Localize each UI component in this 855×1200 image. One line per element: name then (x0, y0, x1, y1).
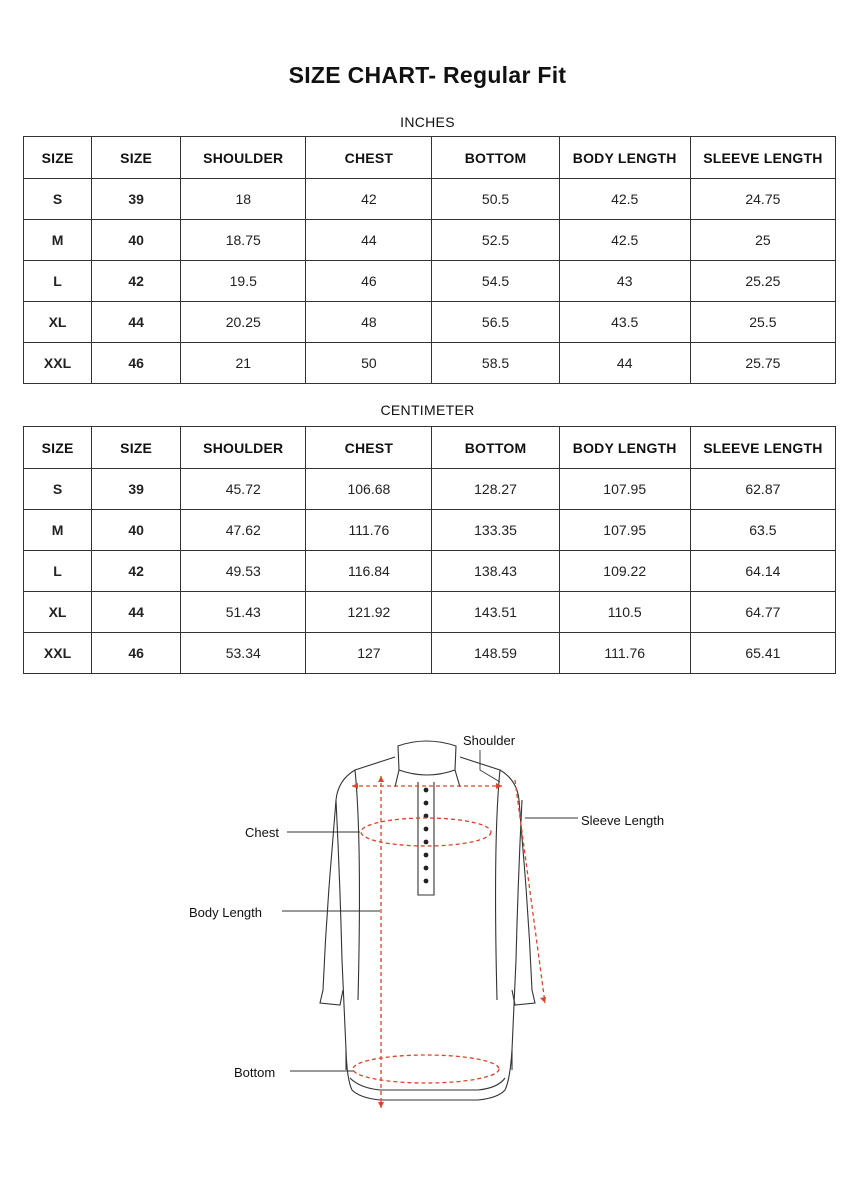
table-cell: 56.5 (432, 302, 559, 343)
inches-header-cell: BOTTOM (432, 137, 559, 179)
table-cell: 46 (306, 261, 432, 302)
table-cell: 19.5 (181, 261, 306, 302)
table-cell: 43 (559, 261, 690, 302)
table-row (24, 302, 836, 343)
table-cell: 46 (92, 633, 181, 674)
table-cell: S (24, 179, 92, 220)
table-row (24, 510, 836, 551)
table-cell: 18 (181, 179, 306, 220)
table-row (24, 343, 836, 384)
page-title: SIZE CHART- Regular Fit (288, 62, 567, 88)
table-cell: 48 (306, 302, 432, 343)
table-row (24, 220, 836, 261)
kurta-outline (320, 741, 535, 1100)
table-cell: 133.35 (432, 510, 559, 551)
table-cell: 46 (92, 343, 181, 384)
table-cell: 58.5 (432, 343, 559, 384)
inches-label: INCHES (400, 114, 455, 130)
table-cell: 45.72 (181, 469, 306, 510)
table-cell: 44 (306, 220, 432, 261)
table-cell: 39 (92, 179, 181, 220)
table-row (24, 592, 836, 633)
table-cell: 64.14 (690, 551, 835, 592)
table-cell: 109.22 (559, 551, 690, 592)
table-cell: 40 (92, 220, 181, 261)
bottom-label: Bottom (234, 1065, 276, 1080)
table-cell: 47.62 (181, 510, 306, 551)
inches-header (24, 137, 836, 179)
table-cell: XL (24, 302, 92, 343)
table-cell: 148.59 (432, 633, 559, 674)
table-cell: 25.75 (690, 343, 835, 384)
table-cell: 44 (92, 302, 181, 343)
table-cell: 63.5 (690, 510, 835, 551)
table-cell: 42 (92, 551, 181, 592)
table-cell: 65.41 (690, 633, 835, 674)
table-row (24, 261, 836, 302)
inches-header-cell: SLEEVE LENGTH (690, 137, 835, 179)
table-cell: 52.5 (432, 220, 559, 261)
table-cell: M (24, 510, 92, 551)
table-cell: 111.76 (306, 510, 432, 551)
table-cell: 111.76 (559, 633, 690, 674)
table-row (24, 179, 836, 220)
table-cell: XXL (24, 343, 92, 384)
table-row (24, 469, 836, 510)
table-cell: 24.75 (690, 179, 835, 220)
inches-header-cell: CHEST (306, 137, 432, 179)
table-cell: 40 (92, 510, 181, 551)
inches-table (23, 136, 836, 384)
inches-header-cell: SIZE (92, 137, 181, 179)
table-cell: 143.51 (432, 592, 559, 633)
centimeter-header-cell: BOTTOM (432, 427, 559, 469)
table-cell: 50.5 (432, 179, 559, 220)
table-cell: L (24, 261, 92, 302)
centimeter-header-cell: SLEEVE LENGTH (690, 427, 835, 469)
table-cell: 25.25 (690, 261, 835, 302)
table-cell: 44 (92, 592, 181, 633)
table-cell: 110.5 (559, 592, 690, 633)
table-cell: 44 (559, 343, 690, 384)
inches-header-cell: BODY LENGTH (559, 137, 690, 179)
table-cell: 39 (92, 469, 181, 510)
table-cell: 21 (181, 343, 306, 384)
table-row (24, 551, 836, 592)
table-cell: 106.68 (306, 469, 432, 510)
table-cell: 20.25 (181, 302, 306, 343)
table-cell: 42 (306, 179, 432, 220)
table-cell: 25 (690, 220, 835, 261)
table-cell: 116.84 (306, 551, 432, 592)
table-cell: 18.75 (181, 220, 306, 261)
centimeter-header-cell: BODY LENGTH (559, 427, 690, 469)
placket-buttons (424, 788, 429, 884)
table-cell: 128.27 (432, 469, 559, 510)
centimeter-header-cell: CHEST (306, 427, 432, 469)
table-cell: 62.87 (690, 469, 835, 510)
table-cell: L (24, 551, 92, 592)
table-cell: 51.43 (181, 592, 306, 633)
table-cell: 42.5 (559, 179, 690, 220)
sleeve-length-label: Sleeve Length (581, 813, 665, 828)
table-row (24, 633, 836, 674)
table-cell: 53.34 (181, 633, 306, 674)
inches-header-cell: SIZE (24, 137, 92, 179)
table-cell: 138.43 (432, 551, 559, 592)
table-cell: 42.5 (559, 220, 690, 261)
table-cell: 50 (306, 343, 432, 384)
table-cell: 25.5 (690, 302, 835, 343)
table-cell: 127 (306, 633, 432, 674)
centimeter-table (23, 426, 836, 674)
table-cell: 54.5 (432, 261, 559, 302)
table-cell: 42 (92, 261, 181, 302)
table-cell: 121.92 (306, 592, 432, 633)
table-cell: S (24, 469, 92, 510)
centimeter-header (24, 427, 836, 469)
shoulder-label: Shoulder (463, 733, 516, 748)
table-cell: 64.77 (690, 592, 835, 633)
body-length-label: Body Length (189, 905, 263, 920)
table-cell: 107.95 (559, 510, 690, 551)
centimeter-label: CENTIMETER (380, 402, 475, 418)
table-cell: 43.5 (559, 302, 690, 343)
chest-label: Chest (245, 825, 279, 840)
table-cell: 49.53 (181, 551, 306, 592)
table-cell: 107.95 (559, 469, 690, 510)
table-cell: XL (24, 592, 92, 633)
centimeter-body (24, 469, 836, 674)
table-cell: XXL (24, 633, 92, 674)
inches-body (24, 179, 836, 384)
centimeter-header-cell: SHOULDER (181, 427, 306, 469)
leader-lines (282, 750, 578, 1071)
centimeter-header-cell: SIZE (92, 427, 181, 469)
table-cell: M (24, 220, 92, 261)
kurta-measurement-diagram (0, 700, 855, 1180)
centimeter-header-cell: SIZE (24, 427, 92, 469)
inches-header-cell: SHOULDER (181, 137, 306, 179)
